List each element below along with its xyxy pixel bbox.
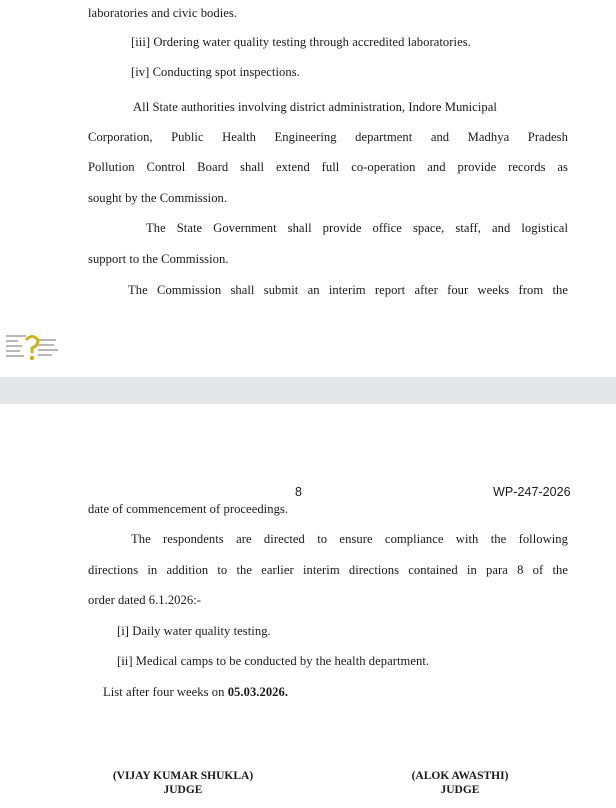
document-page-1 [0, 0, 616, 377]
continuation-line: laboratories and civic bodies. [88, 6, 238, 20]
signature-block-right [400, 769, 520, 797]
paragraph-respondents-line-2: directions in addition to the earlier interim directions contained in para 8 of the [88, 563, 568, 577]
signature-block-left [98, 769, 268, 797]
paragraph-respondents-line-1: The respondents are directed to ensure compliance with the following [131, 532, 568, 546]
paragraph-authorities-line-1: All State authorities involving district administration, Indore Municipal [133, 100, 497, 114]
page-number: 8 [295, 485, 303, 499]
paragraph-respondents-line-3: order dated 6.1.2026:- [88, 593, 202, 607]
document-page-2 [0, 404, 616, 808]
listing-order [103, 684, 288, 700]
listing-date: 05.03.2026. [227, 685, 289, 699]
judge-name-right: (ALOK AWASTHI) [411, 770, 509, 782]
paragraph-authorities-line-3: Pollution Control Board shall extend full co-operation and provide records as [88, 160, 568, 174]
judge-name-left: (VIJAY KUMAR SHUKLA) [112, 770, 254, 782]
judge-title-left: JUDGE [163, 784, 203, 796]
paragraph-state-line-1: The State Government shall provide office space, staff, and logistical [146, 221, 568, 235]
continuation-line: date of commencement of proceedings. [88, 502, 289, 516]
paragraph-state-line-2: support to the Commission. [88, 252, 229, 266]
list-item-i: [i] Daily water quality testing. [117, 624, 271, 638]
list-item-ii: [ii] Medical camps to be conducted by the health department. [117, 654, 430, 668]
paragraph-authorities-line-4: sought by the Commission. [88, 191, 228, 205]
list-item-iii: [iii] Ordering water quality testing through accredited laboratories. [131, 35, 471, 49]
page-separator [0, 377, 616, 404]
case-number: WP-247-2026 [493, 485, 571, 499]
judge-title-right: JUDGE [440, 784, 480, 796]
paragraph-interim-line-1: The Commission shall submit an interim report after four weeks from the [128, 283, 568, 297]
paragraph-authorities-line-2: Corporation, Public Health Engineering department and Madhya Pradesh [88, 130, 568, 144]
list-item-iv: [iv] Conducting spot inspections. [131, 65, 300, 79]
listing-text: List after four weeks on [103, 685, 228, 699]
digital-signature-stamp [4, 330, 60, 364]
